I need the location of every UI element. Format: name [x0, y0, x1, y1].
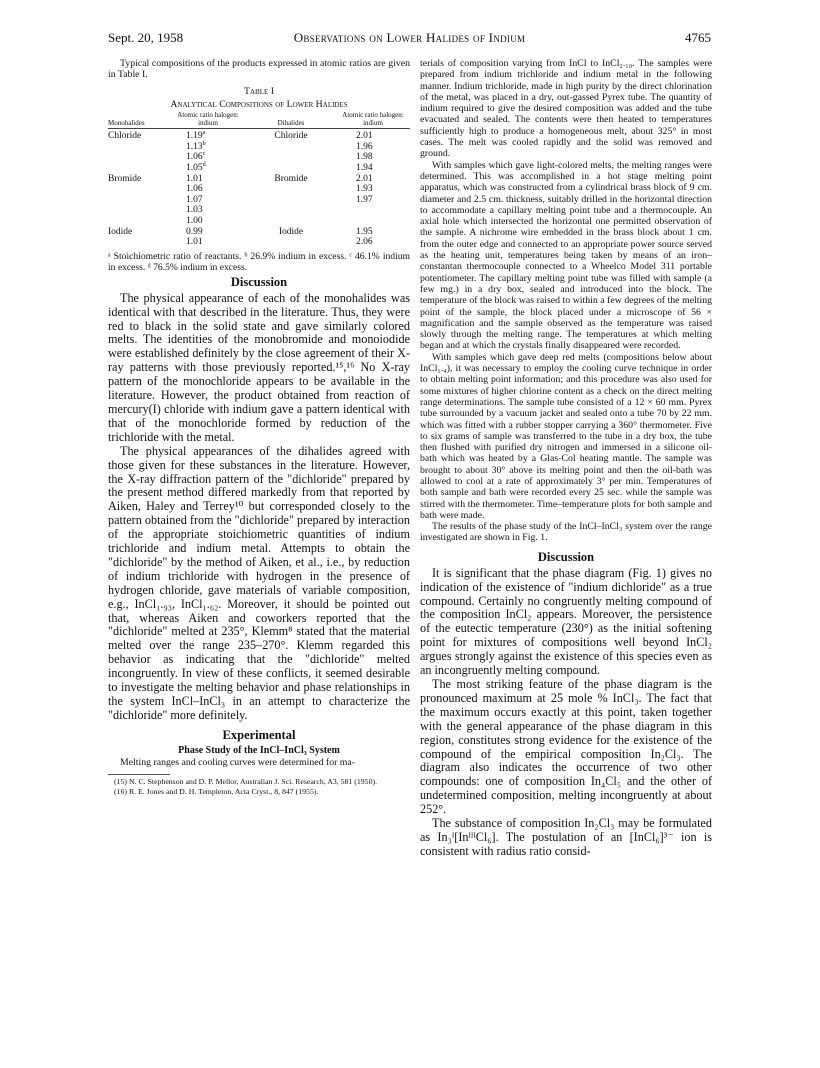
- phase-study-heading: Phase Study of the InCl–InCl₃ System: [178, 744, 340, 756]
- table-cell-ratio-value: 1.19: [186, 131, 203, 142]
- table-cell-ratio-value: 1.01: [186, 237, 203, 248]
- table-cell-dihalide: [246, 216, 336, 227]
- table-cell-dihalide: [246, 174, 336, 185]
- table-cell-ratio-2-value: 1.98: [356, 152, 373, 163]
- table-cell-dihalide: [246, 227, 336, 238]
- table-cell-dihalide: [246, 163, 336, 174]
- table-cell-ratio-value: 1.07: [186, 194, 203, 205]
- table-cell-ratio-value: 1.06: [186, 152, 203, 163]
- table-row: [108, 195, 410, 206]
- intro-paragraph: Typical compositions of the products expressed in atomic ratios are given in Table I.: [108, 58, 410, 81]
- left-column: [108, 58, 410, 796]
- table-cell-dihalide: [246, 142, 336, 153]
- col-header-dihalides: Dihalides: [246, 112, 336, 129]
- table-row: [108, 174, 410, 185]
- table-cell-dihalide-value: Bromide: [274, 173, 308, 184]
- table-cell-ratio-2-value: 2.01: [356, 131, 373, 142]
- header-title: Observations on Lower Halides of Indium: [293, 30, 526, 45]
- table-cell-ratio-value: 0.99: [186, 226, 203, 237]
- footnote-marker: b: [202, 140, 206, 147]
- table-row: [108, 205, 410, 216]
- experimental-paragraph-4: The results of the phase study of the InCl–InCl₃ system over the range investigated are shown in Fig. 1.: [420, 521, 712, 544]
- table-cell-ratio: [170, 163, 246, 174]
- table-cell-monohalide: [108, 195, 170, 206]
- table-cell-ratio-value: 1.06: [186, 184, 203, 195]
- table-cell-ratio-2: [336, 205, 410, 216]
- table-cell-dihalide-value: Chloride: [274, 131, 308, 142]
- table-cell-monohalide: [108, 152, 170, 163]
- header-page-number: 4765: [685, 30, 711, 45]
- table-row: [108, 142, 410, 153]
- footnote-marker: d: [202, 161, 206, 168]
- experimental-paragraph-1: terials of composition varying from InCl to InCl₂.₁₀. The samples were prepared from indium trichloride and indium metal in the following manner. Indium trichloride, made in high purity by the direct chlorination of the metal, was placed in a dry, out-gassed Pyrex tube. The quantity of indium required to give the desired composition was added and the tube evacuated and sealed. The contents were then heated to temperatures sufficiently high to produce a homogeneous melt, about 325° in most cases. The melt was cooled rapidly and the solid was removed and ground.: [420, 58, 712, 160]
- table-cell-ratio-2-value: 1.94: [356, 162, 373, 173]
- table-cell-ratio-2: [336, 152, 410, 163]
- table-cell-ratio-2: [336, 129, 410, 142]
- table-cell-monohalide: [108, 129, 170, 142]
- table-cell-dihalide: [246, 205, 336, 216]
- discussion-right-paragraph-1: It is significant that the phase diagram (Fig. 1) gives no indication of the existence of "indium dichloride" as a true compound. Certainly no congruently melting compound of the composition InCl₂ appears. Moreover, the persistence of the eutectic temperature (230°) as the initial softening point for mixtures of compositions well beyond InCl₂ argues strongly against the existence of this species even as an incongruently melting compound.: [420, 565, 712, 678]
- table-cell-ratio: [170, 129, 246, 142]
- table-row: [108, 227, 410, 238]
- experimental-paragraph-3: With samples which gave deep red melts (compositions below about InCl₁.₄), it was necessary to employ the cooling curve technique in order to obtain melting point information; and this procedure was also used for some mixtures of higher chlorine content as a check on the direct melting range determinations. The sample tube consisted of a 12 × 60 mm. Pyrex tube surrounded by a vacuum jacket and sealed onto a tube 70 by 22 mm. which was fitted with a rubber stopper carrying a 360° thermometer. Five to six grams of sample was transferred to the tube in a dry box, the tube then flushed with purified dry nitrogen and immersed in a silicone oil-bath which was heated by a Glas-Col heating mantle. The sample was brought to about 30° above its melting point and then the oil-bath was allowed to cool at a rate of approximately 3° per min. Temperatures of both sample and bath were recorded every 25 sec. while the sample was stirred with the thermometer. Time–temperature plots for both sample and bath were made.: [420, 351, 712, 521]
- table-cell-ratio-2-value: 1.95: [356, 226, 373, 237]
- table-cell-ratio: [170, 205, 246, 216]
- table-cell-ratio: [170, 227, 246, 238]
- table-cell-dihalide: [246, 184, 336, 195]
- table-cell-ratio-value: 1.05: [186, 162, 203, 173]
- table-cell-ratio: [170, 195, 246, 206]
- table-cell-dihalide: [246, 152, 336, 163]
- table-row: [108, 152, 410, 163]
- discussion-right-paragraph-2: The most striking feature of the phase diagram is the pronounced maximum at 25 mole % InCl₃. The fact that the maximum occurs exactly at this point, taken together with the general appearance of the phase diagram in this region, constitutes strong evidence for the existence of the compound of the empirical composition In₂Cl₃. The diagram also indicates the occurrence of two other compounds: one of composition In₄Cl₅ and the other of undetermined composition, melting incongruently at about 252°.: [420, 677, 712, 817]
- table-cell-ratio: [170, 237, 246, 248]
- header-date: Sept. 20, 1958: [108, 30, 184, 45]
- table-cell-ratio-2-value: 1.93: [356, 184, 373, 195]
- footnote-marker: a: [202, 130, 206, 137]
- col-header-ratio: Atomic ratio halogen: indium: [170, 112, 246, 129]
- experimental-heading: Experimental: [222, 727, 296, 742]
- table-cell-monohalide: [108, 142, 170, 153]
- table-cell-ratio-value: 1.01: [186, 173, 203, 184]
- table-cell-ratio-2-value: 1.96: [356, 141, 373, 152]
- footnote-rule: [108, 774, 170, 775]
- reference-16: (16) R. E. Jones and D. H. Templeton, Acta Cryst., 8, 847 (1955).: [114, 786, 319, 796]
- table-cell-ratio-2: [336, 174, 410, 185]
- table-cell-ratio-2-value: 2.01: [356, 173, 373, 184]
- table-cell-monohalide: [108, 227, 170, 238]
- table-cell-ratio-2: [336, 195, 410, 206]
- table-cell-monohalide-value: Chloride: [108, 131, 142, 142]
- table-cell-ratio: [170, 174, 246, 185]
- table-cell-ratio-value: 1.00: [186, 215, 203, 226]
- table-cell-ratio: [170, 216, 246, 227]
- table-label: Table I: [244, 85, 274, 97]
- table-cell-ratio-value: 1.13: [186, 141, 203, 152]
- table-cell-ratio-2: [336, 216, 410, 227]
- table-cell-monohalide-value: Bromide: [108, 173, 142, 184]
- table-row: [108, 129, 410, 142]
- right-column: [420, 58, 712, 859]
- table-cell-dihalide: [246, 129, 336, 142]
- table-cell-ratio-value: 1.03: [186, 205, 203, 216]
- composition-table: [108, 112, 410, 248]
- table-cell-monohalide: [108, 205, 170, 216]
- phase-study-paragraph: Melting ranges and cooling curves were determined for ma-: [120, 756, 356, 768]
- table-cell-ratio-2: [336, 184, 410, 195]
- table-title: Analytical Compositions of Lower Halides: [170, 98, 348, 110]
- discussion-paragraph-2: The physical appearances of the dihalides agreed with those given for these substances in the literature. However, the X-ray diffraction pattern of the "dichloride" prepared by the present method differed markedly from that reported by Aiken, Haley and Terrey¹⁰ but corresponded closely to the pattern obtained from the "dichloride" prepared by interaction of the appropriate stoichiometric quantities of indium trichloride and indium metal. Attempts to obtain the "dichloride" by the method of Aiken, et al., i.e., by reduction of indium trichloride with hydrogen in the presence of hydrogen chloride, gave materials of variable composition, e.g., InCl₁.₉₃, InCl₁.₆₂. Moreover, it should be pointed out that, whereas Aiken and coworkers reported that the "dichloride" melted at 235°, Klemm⁸ stated that the material melted over the range 235–270°. Klemm regarded this behavior as indicating that the "dichloride" melted incongruently. In view of these conflicts, it seemed desirable to investigate the melting behavior and phase relationships in the system InCl–InCl₃ in an attempt to characterize the "dichloride" more definitely.: [108, 443, 410, 722]
- references: [108, 777, 410, 796]
- table-cell-ratio: [170, 152, 246, 163]
- discussion-heading-right: Discussion: [537, 549, 595, 564]
- table-cell-ratio-2: [336, 227, 410, 238]
- table-cell-ratio-2: [336, 142, 410, 153]
- col-header-ratio-2: Atomic ratio halogen: indium: [336, 112, 410, 129]
- table-row: [108, 237, 410, 248]
- table-footnote: ᵃ Stoichiometric ratio of reactants. ᵇ 26.9% indium in excess. ᶜ 46.1% indium in excess. ᵈ 76.5% indium in excess.: [108, 250, 410, 273]
- table-cell-ratio-2: [336, 237, 410, 248]
- table-cell-dihalide-value: Iodide: [278, 226, 304, 237]
- table-cell-ratio-2-value: 1.97: [356, 194, 373, 205]
- table-cell-monohalide: [108, 237, 170, 248]
- table-row: [108, 163, 410, 174]
- reference-15: (15) N. C. Stephenson and D. P. Mellor, Australian J. Sci. Research, A3, 581 (1950).: [114, 777, 378, 787]
- table-cell-dihalide: [246, 237, 336, 248]
- table-cell-monohalide: [108, 163, 170, 174]
- col-header-monohalides: Monohalides: [108, 112, 170, 129]
- table-cell-ratio-2: [336, 163, 410, 174]
- table-cell-ratio-2-value: 2.06: [356, 237, 373, 248]
- discussion-right-paragraph-3: The substance of composition In₂Cl₃ may be formulated as In₃ᴵ[InᴵᴵᴵCl₆]. The postulation of an [InCl₆]³⁻ ion is consistent with radius ratio consid-: [420, 816, 712, 858]
- discussion-paragraph-1: The physical appearance of each of the monohalides was identical with that described in the literature. Thus, they were red to black in the solid state and gave similarly colored melts. The identities of the monobromide and monoiodide were established definitely by the close agreement of their X-ray patterns with those previously reported.¹⁵,¹⁶ No X-ray pattern of the monochloride appears to be available in the literature. However, the product obtained from reaction of mercury(I) chloride with indium gave a pattern identical with that of the monochloride formed by reduction of the trichloride with the metal.: [108, 290, 410, 444]
- table-cell-monohalide-value: Iodide: [108, 226, 133, 237]
- table-row: [108, 184, 410, 195]
- table-cell-monohalide: [108, 216, 170, 227]
- table-cell-monohalide: [108, 174, 170, 185]
- running-header: [108, 30, 711, 50]
- table-cell-ratio: [170, 142, 246, 153]
- table-cell-dihalide: [246, 195, 336, 206]
- footnote-marker: c: [202, 151, 206, 158]
- discussion-heading-left: Discussion: [230, 274, 288, 289]
- table-cell-monohalide: [108, 184, 170, 195]
- table-cell-ratio: [170, 184, 246, 195]
- experimental-paragraph-2: With samples which gave light-colored melts, the melting ranges were determined. This was accomplished in a hot stage melting point apparatus, which was constructed from a cylindrical brass block of 9 cm. diameter and 2.5 cm. thickness, suitably drilled in the horizontal direction to accommodate a capillary melting point tube and a thermocouple. An axial hole which intersected the horizontal one permitted observation of the sample. A nichrome wire embedded in the brass block about 1 cm. from the outer edge and connected to an appropriate power source served as the heating unit, temperatures being taken by means of an iron–constantan thermocouple connected to a Wheelco Model 311 portable potentiometer. The capillary melting point tube was filled with sample (a few mg.) in a dry box, sealed and introduced into the block. The temperature of the block was raised to within a few degrees of the melting point of the sample, the block placed under a microscope of 56 × magnification and the sample observed as the temperature was raised slowly through the melting range. The temperatures at which melting began and at which the crystals finally disappeared were recorded.: [420, 159, 712, 352]
- table-row: [108, 216, 410, 227]
